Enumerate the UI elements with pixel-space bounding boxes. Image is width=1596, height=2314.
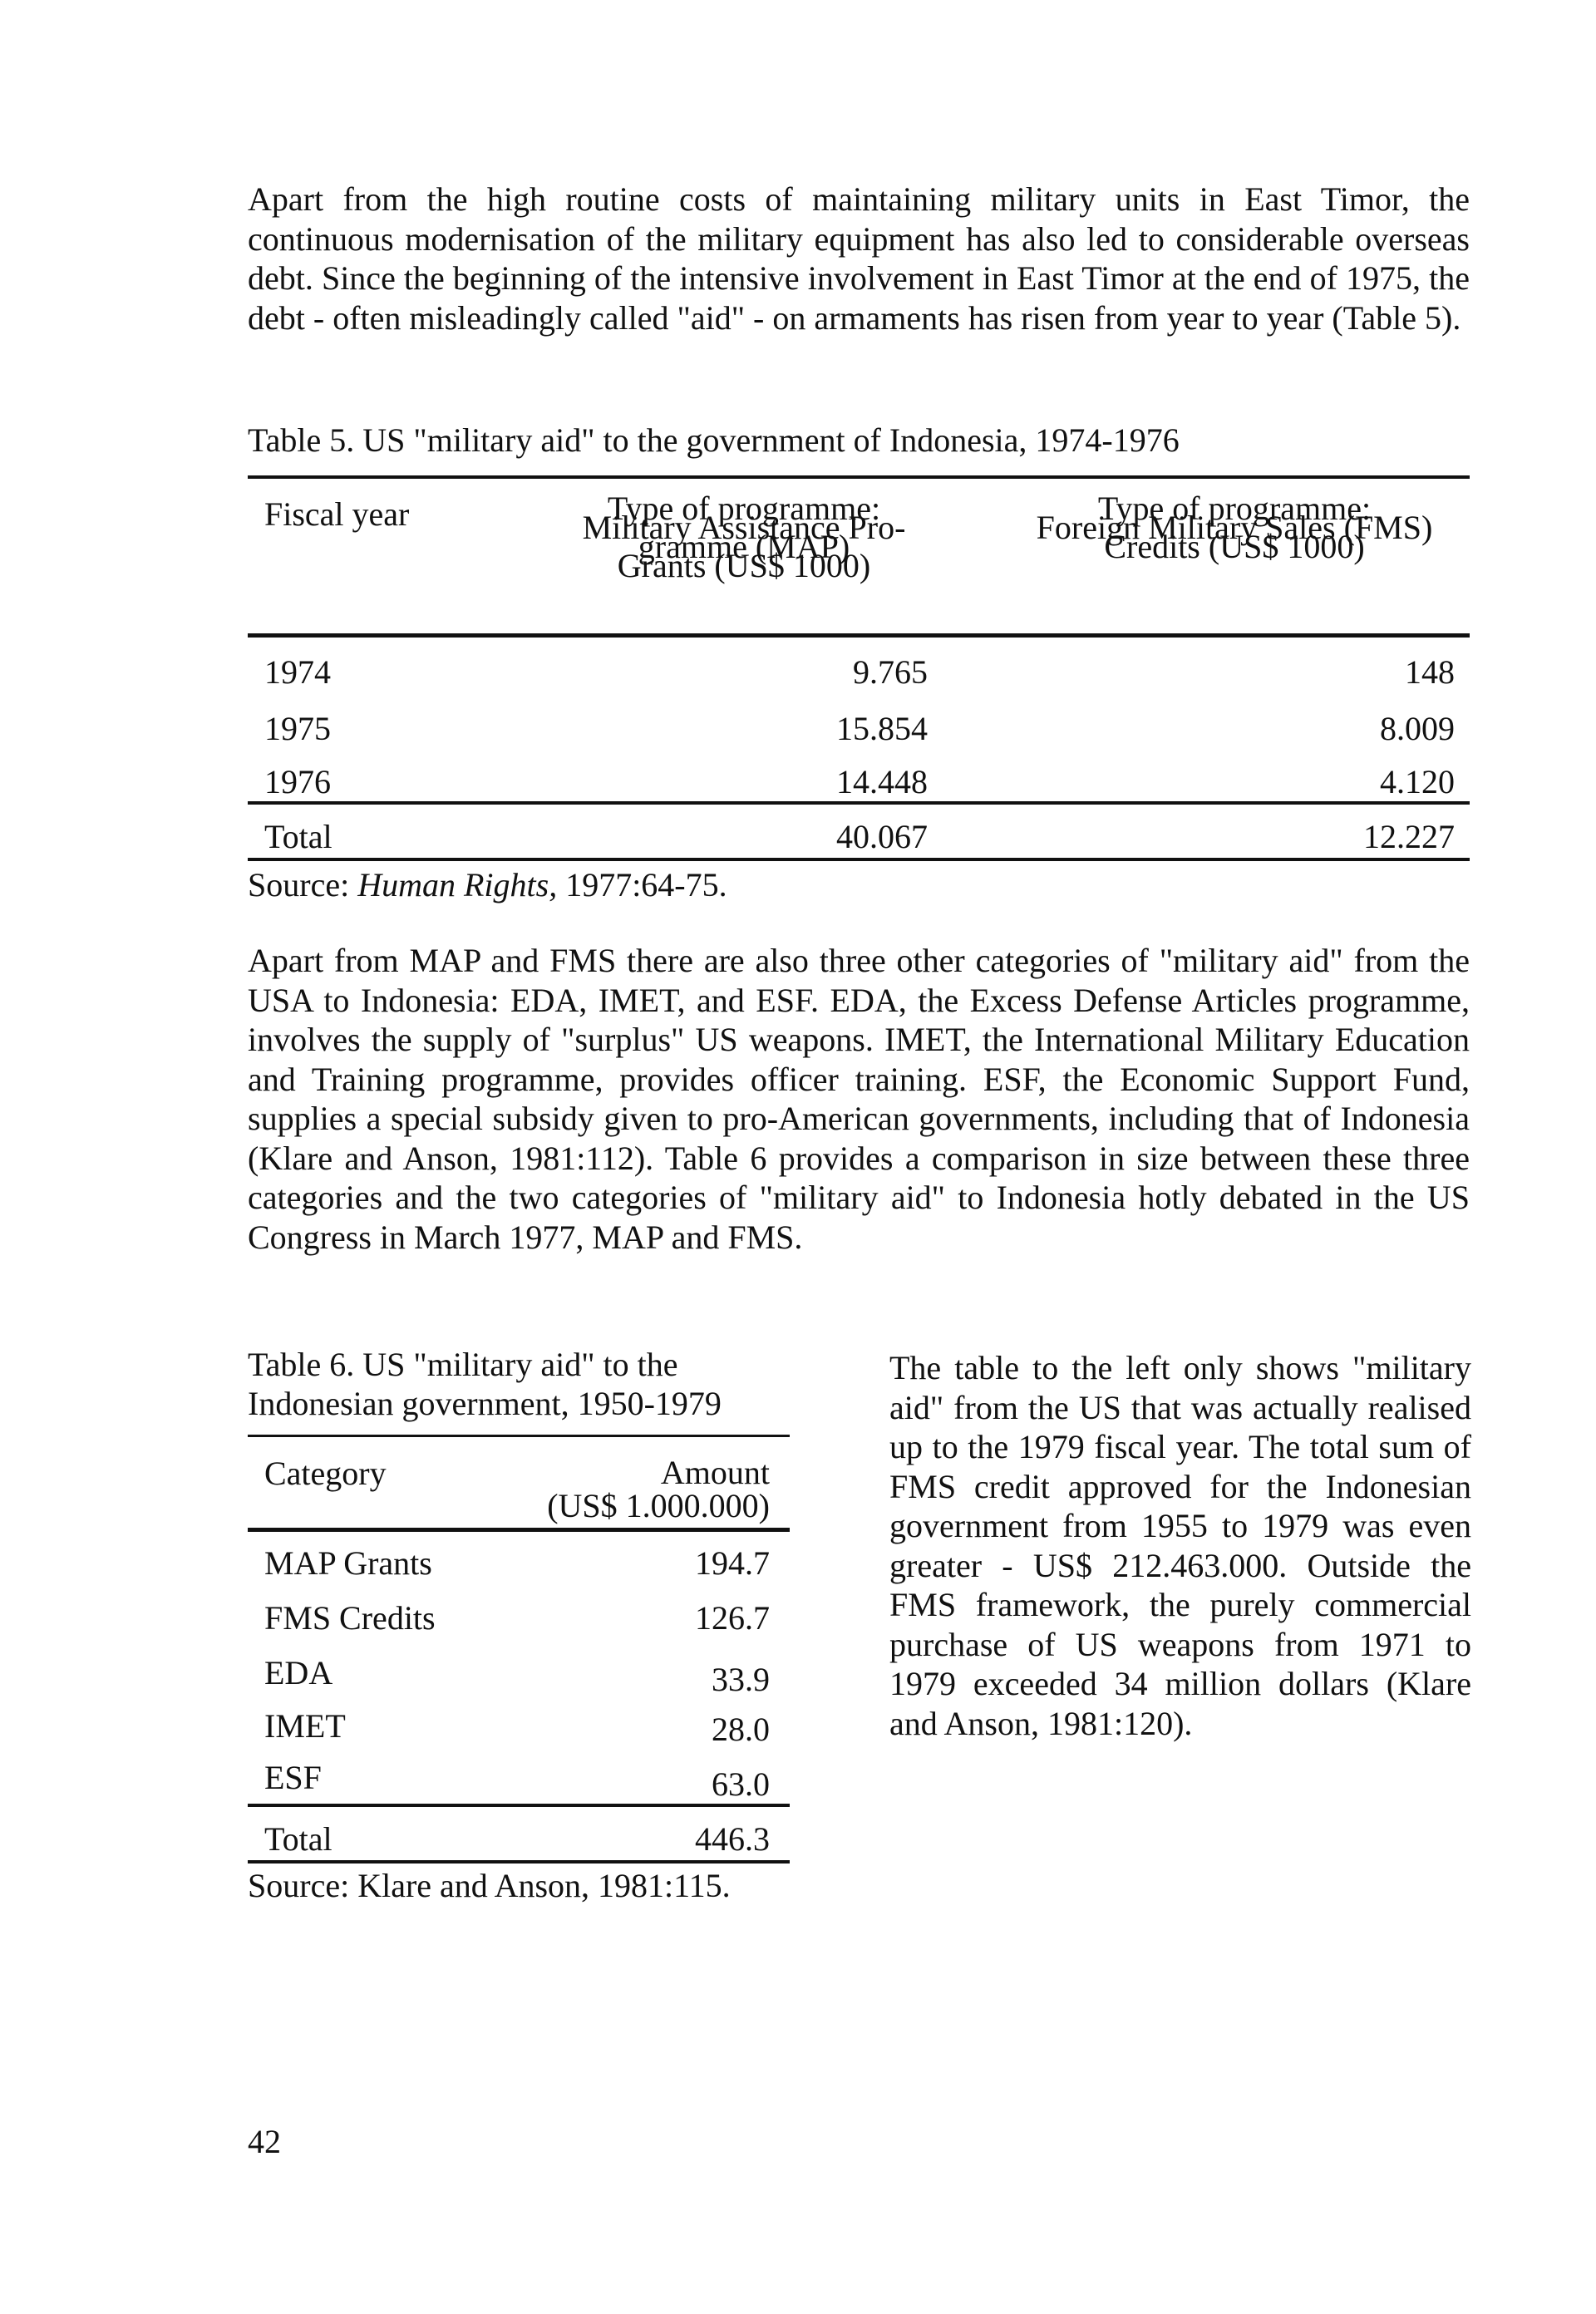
table6-header-category: Category — [264, 1455, 387, 1492]
table5-bottom-rule — [248, 858, 1470, 861]
table6-top-rule — [248, 1435, 790, 1437]
table5-caption: Table 5. US "military aid" to the government of Indonesia, 1974-1976 — [248, 421, 1180, 459]
table6-header-amount-line2: (US$ 1.000.000) — [547, 1487, 770, 1524]
table5-total-map: 40.067 — [836, 818, 928, 855]
table6-caption-line2: Indonesian government, 1950-1979 — [248, 1385, 722, 1422]
table6-header-amount-line1: Amount — [660, 1454, 770, 1491]
side-paragraph-fms-credit: The table to the left only shows "military aid" from the US that was actually realised up to the 1979 fiscal year. The total sum of FMS credit approved for the Indonesian government from 1955 to 1979 was even greater - US$ 212.463.000. Outside the FMS framework, the purely commercial purchase of US weapons from 1971 to 1979 exceeded 34 million dollars (Klare and Anson, 1981:120). — [889, 1349, 1471, 1742]
table6-bottom-rule — [248, 1860, 790, 1864]
table6-caption-line1: Table 6. US "military aid" to the — [248, 1346, 678, 1383]
table5-row-1974-map: 9.765 — [853, 653, 928, 691]
table6-header-rule — [248, 1528, 790, 1532]
table6-row-map-amount: 194.7 — [695, 1544, 770, 1582]
table6-row-fms-category: FMS Credits — [264, 1599, 436, 1637]
table5-row-1975-map: 15.854 — [836, 710, 928, 747]
paragraph-other-categories: Apart from MAP and FMS there are also three other categories of "military aid" from the USA to Indonesia: EDA, IMET, and ESF. EDA, the Excess Defense Articles programme, involves the supply of "surplus" US weapons. IMET, the International Military Education and Training programme, provides officer training. ESF, the Economic Support Fund, supplies a special subsidy given to pro-American governments, including that of Indonesia (Klare and Anson, 1981:112). Table 6 provides a comparison in size between these three categories and the two categories of "military aid" to Indonesia hotly debated in the US Congress in March 1977, MAP and FMS. — [248, 942, 1470, 1256]
table6-row-fms-amount: 126.7 — [695, 1599, 770, 1637]
table6-row-imet-category: IMET — [264, 1707, 346, 1745]
table5-header-map: Type of programme: Military Assistance Pro- gramme (MAP) Grants (US$ 1000) — [582, 490, 906, 584]
table6-total-label: Total — [264, 1820, 332, 1858]
page-number: 42 — [248, 2123, 281, 2160]
table6-total-rule — [248, 1804, 790, 1807]
table5-header-rule — [248, 633, 1470, 638]
table5-header-fms: Type of programme: Foreign Military Sales (FMS) Credits (US$ 1000) — [1036, 490, 1433, 565]
table5-row-1974-fms: 148 — [1405, 653, 1455, 691]
table6-total-amount: 446.3 — [695, 1820, 770, 1858]
table6-row-esf-amount: 63.0 — [712, 1765, 770, 1803]
table6-row-eda-category: EDA — [264, 1654, 333, 1691]
table5-total-fms: 12.227 — [1363, 818, 1455, 855]
table6-row-map-category: MAP Grants — [264, 1544, 432, 1582]
table5-total-rule — [248, 801, 1470, 805]
table5-total-label: Total — [264, 818, 332, 855]
table6-caption — [248, 1345, 813, 1423]
table5-row-1976-map: 14.448 — [836, 763, 928, 800]
table6-row-esf-category: ESF — [264, 1759, 322, 1796]
table5-row-1976-year: 1976 — [264, 763, 331, 800]
table5-row-1975-year: 1975 — [264, 710, 331, 747]
table5-row-1976-fms: 4.120 — [1380, 763, 1455, 800]
table5-row-1974-year: 1974 — [264, 653, 331, 691]
table6-row-eda-amount: 33.9 — [712, 1661, 770, 1698]
table5-source: Source: Human Rights, 1977:64-75. — [248, 866, 727, 903]
paragraph-military-debt: Apart from the high routine costs of maintaining military units in East Timor, the continuous modernisation of the military equipment has also led to considerable overseas debt. Since the beginning of the intensive involvement in East Timor at the end of 1975, the debt - often misleadingly called "aid" - on armaments has risen from year to year (Table 5). — [248, 180, 1470, 337]
table5-header-year: Fiscal year — [264, 495, 410, 533]
table6-row-imet-amount: 28.0 — [712, 1711, 770, 1748]
table5-top-rule — [248, 475, 1470, 479]
table5-row-1975-fms: 8.009 — [1380, 710, 1455, 747]
table6-source: Source: Klare and Anson, 1981:115. — [248, 1867, 731, 1904]
